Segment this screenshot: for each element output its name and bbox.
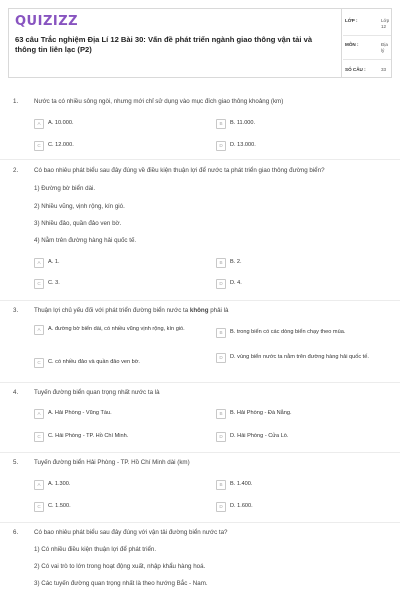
option-b[interactable] bbox=[216, 480, 252, 490]
statement-line: 4) Nằm trên đường hàng hải quốc tế. bbox=[34, 237, 137, 244]
statement-line: 2) Có vai trò to lớn trong hoạt động xuất, nhập khẩu hàng hoá. bbox=[34, 563, 206, 570]
option-letter-box: B bbox=[216, 258, 226, 268]
option-letter-box: C bbox=[34, 358, 44, 368]
option-text: D. 4. bbox=[230, 280, 242, 286]
option-c[interactable] bbox=[34, 141, 74, 151]
meta-divider bbox=[343, 35, 391, 36]
question-divider bbox=[0, 522, 400, 523]
option-text: B. 11.000. bbox=[230, 120, 256, 126]
statement-line: 2) Nhiều vũng, vịnh rộng, kín gió. bbox=[34, 203, 125, 210]
option-text: B. Hải Phòng - Đà Nẵng. bbox=[230, 410, 292, 416]
subject-value: Địa lý bbox=[381, 42, 388, 54]
option-b[interactable] bbox=[216, 409, 292, 419]
quizizz-logo: QUIZIZZ bbox=[15, 14, 79, 29]
question-number: 2. bbox=[13, 167, 19, 174]
option-text: A. 1. bbox=[48, 259, 60, 265]
option-a[interactable] bbox=[34, 119, 74, 129]
option-letter-box: A bbox=[34, 325, 44, 335]
option-text: C. 1.500. bbox=[48, 503, 71, 509]
meta-divider bbox=[343, 59, 391, 60]
option-letter-box: B bbox=[216, 409, 226, 419]
option-letter-box: A bbox=[34, 258, 44, 268]
worksheet-header bbox=[8, 8, 392, 78]
worksheet-title: 63 câu Trắc nghiệm Địa Lí 12 Bài 30: Vấn đề phát triển ngành giao thông vận tải và thông tin liên lạc (P2) bbox=[15, 35, 313, 55]
option-letter-box: D bbox=[216, 502, 226, 512]
statement-line: 3) Các tuyến đường quan trọng nhất là theo hướng Bắc - Nam. bbox=[34, 580, 208, 587]
class-label: LỚP : bbox=[345, 18, 358, 23]
option-a[interactable] bbox=[34, 258, 60, 268]
option-d[interactable] bbox=[216, 141, 256, 151]
option-b[interactable] bbox=[216, 119, 255, 129]
question-text bbox=[34, 307, 389, 315]
option-text: C. 12.000. bbox=[48, 142, 74, 148]
option-c[interactable] bbox=[34, 358, 209, 368]
option-letter-box: C bbox=[34, 502, 44, 512]
option-d[interactable] bbox=[216, 502, 253, 512]
option-text: D. vùng biển nước ta nằm trên đường hàng hải quốc tế. bbox=[230, 354, 369, 360]
option-a[interactable] bbox=[34, 325, 209, 335]
question-number: 1. bbox=[13, 98, 19, 105]
question-text: Tuyến đường biển Hải Phòng - TP. Hồ Chí Minh dài (km) bbox=[34, 459, 190, 466]
option-c[interactable] bbox=[34, 279, 60, 289]
option-text: B. 2. bbox=[230, 259, 242, 265]
statement-line: 3) Nhiều đảo, quần đảo ven bờ. bbox=[34, 220, 122, 227]
option-letter-box: C bbox=[34, 279, 44, 289]
question-text-end: phải là bbox=[208, 307, 229, 314]
option-letter-box: D bbox=[216, 279, 226, 289]
option-text: D. 1.600. bbox=[230, 503, 253, 509]
class-value: Lớp 12 bbox=[381, 18, 390, 30]
question-count-label: SỐ CÂU : bbox=[345, 67, 366, 72]
option-letter-box: D bbox=[216, 432, 226, 442]
option-c[interactable] bbox=[34, 502, 71, 512]
option-text: C. Hải Phòng - TP. Hồ Chí Minh. bbox=[48, 433, 129, 439]
question-text: Tuyến đường biển quan trọng nhất nước ta là bbox=[34, 389, 160, 396]
question-number: 6. bbox=[13, 529, 19, 536]
option-letter-box: A bbox=[34, 480, 44, 490]
option-text: B. trong biển có các dòng biển chạy theo mùa. bbox=[230, 329, 346, 335]
option-letter-box: B bbox=[216, 480, 226, 490]
option-letter-box: A bbox=[34, 409, 44, 419]
option-d[interactable] bbox=[216, 353, 391, 363]
option-text: C. 3. bbox=[48, 280, 60, 286]
option-letter-box: A bbox=[34, 119, 44, 129]
option-a[interactable] bbox=[34, 480, 70, 490]
option-d[interactable] bbox=[216, 432, 288, 442]
option-letter-box: C bbox=[34, 141, 44, 151]
question-text: Có bao nhiêu phát biểu sau đây đúng về điều kiện thuận lợi để nước ta phát triển giao thông đường biển? bbox=[34, 167, 325, 174]
option-text: A. 1.300. bbox=[48, 481, 71, 487]
question-number: 3. bbox=[13, 307, 19, 314]
option-b[interactable] bbox=[216, 328, 391, 338]
option-text: D. 13.000. bbox=[230, 142, 256, 148]
emphasis-word: không bbox=[189, 307, 209, 314]
option-text: D. Hải Phòng - Cửa Lò. bbox=[230, 433, 289, 439]
option-b[interactable] bbox=[216, 258, 242, 268]
option-d[interactable] bbox=[216, 279, 242, 289]
option-letter-box: D bbox=[216, 141, 226, 151]
option-c[interactable] bbox=[34, 432, 128, 442]
option-text: A. đường bờ biển dài, có nhiều vũng vịnh rộng, kín gió. bbox=[48, 326, 185, 332]
statement-line: 1) Có nhiều điều kiện thuận lợi để phát triển. bbox=[34, 546, 157, 553]
option-letter-box: B bbox=[216, 119, 226, 129]
option-text: A. Hải Phòng - Vũng Tàu. bbox=[48, 410, 112, 416]
question-number: 5. bbox=[13, 459, 19, 466]
question-divider bbox=[0, 382, 400, 383]
header-divider bbox=[341, 9, 342, 77]
question-divider bbox=[0, 159, 400, 160]
question-divider bbox=[0, 300, 400, 301]
option-text: B. 1.400. bbox=[230, 481, 253, 487]
question-divider bbox=[0, 452, 400, 453]
question-count-value: 33 bbox=[381, 67, 387, 72]
subject-label: MÔN : bbox=[345, 42, 359, 47]
question-text: Nước ta có nhiều sông ngòi, nhưng mới chỉ sử dụng vào mục đích giao thông khoảng (km) bbox=[34, 98, 284, 105]
option-text: A. 10.000. bbox=[48, 120, 74, 126]
question-number: 4. bbox=[13, 389, 19, 396]
question-text: Có bao nhiêu phát biểu sau đây đúng với vận tải đường biển nước ta? bbox=[34, 529, 228, 536]
option-text: C. có nhiều đảo và quần đảo ven bờ. bbox=[48, 359, 140, 365]
statement-line: 1) Đường bờ biển dài. bbox=[34, 185, 96, 192]
question-text-start: Thuận lợi chủ yếu đối với phát triển đường biển nước ta bbox=[34, 307, 190, 314]
option-letter-box: B bbox=[216, 328, 226, 338]
option-letter-box: D bbox=[216, 353, 226, 363]
option-letter-box: C bbox=[34, 432, 44, 442]
option-a[interactable] bbox=[34, 409, 112, 419]
